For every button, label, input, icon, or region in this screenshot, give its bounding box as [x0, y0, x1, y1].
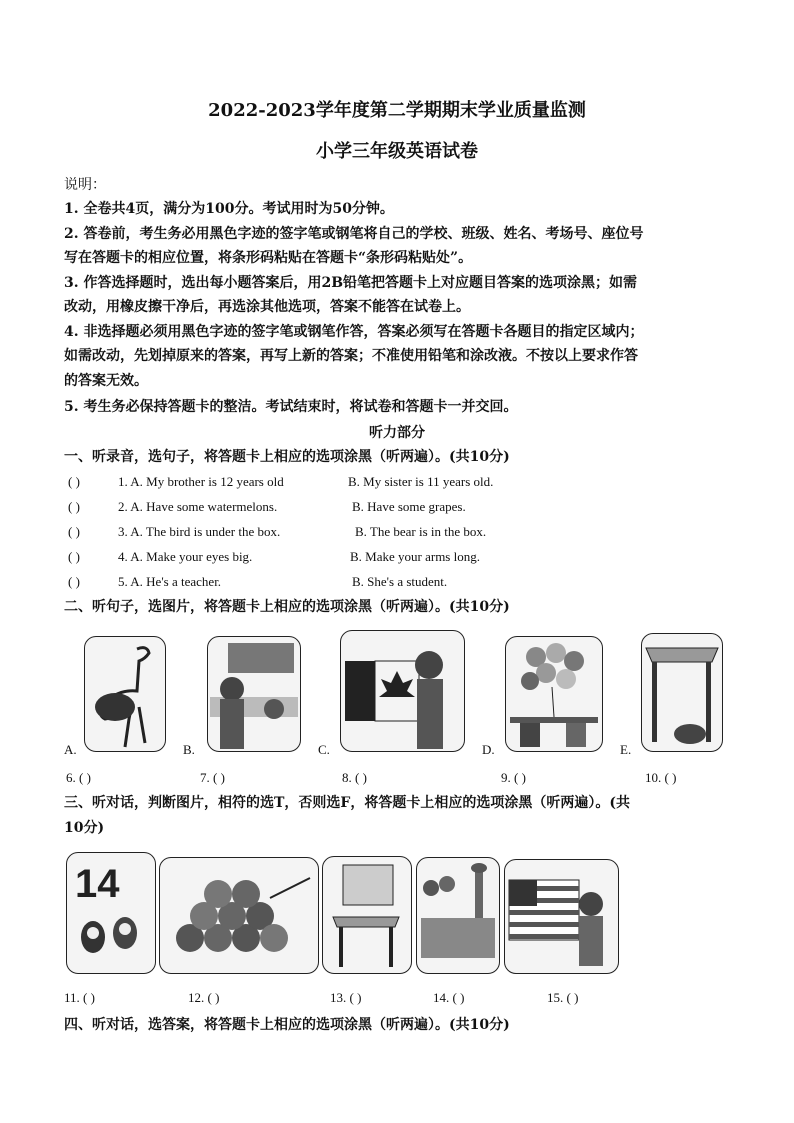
- picture-letter: C.: [318, 742, 330, 757]
- instruction-line: 5. 考生务必保持答题卡的整洁。考试结束时，将试卷和答题卡一并交回。: [64, 399, 518, 415]
- instruction-line: 写在答题卡的相应位置，将条形码粘贴在答题卡“条形码粘贴处”。: [64, 250, 473, 266]
- instruction-line: 3. 作答选择题时，选出每小题答案后，用2B铅笔把答题卡上对应题目答案的选项涂黑；如需: [64, 275, 638, 291]
- zoo-giraffe-picture: [416, 857, 500, 974]
- cap-under-desk-picture: [641, 633, 723, 752]
- option-a: 1. A. My brother is 12 years old: [118, 474, 284, 489]
- exam-title: 2022-2023学年度第二学期期末学业质量监测: [208, 100, 586, 121]
- answer-number[interactable]: 9. ( ): [501, 770, 526, 785]
- usa-flag-girl-picture: [504, 859, 619, 974]
- section3-heading: 三、听对话，判断图片，相符的选T，否则选F，将答题卡上相应的选项涂黑（听两遍）。(共: [64, 795, 630, 811]
- answer-number[interactable]: 14. ( ): [433, 990, 465, 1005]
- instructions-heading: 说明：: [64, 177, 106, 193]
- instruction-line: 改动，用橡皮擦干净后，再选涂其他选项，答案不能答在试卷上。: [64, 299, 470, 315]
- answer-number[interactable]: 10. ( ): [645, 770, 677, 785]
- instruction-line: 的答案无效。: [64, 373, 148, 389]
- listening-heading: 听力部分: [369, 425, 425, 441]
- birds-number-picture: [66, 852, 156, 974]
- picture-letter: D.: [482, 742, 495, 757]
- answer-paren[interactable]: ( ): [68, 474, 80, 489]
- picture-number-text: 14: [75, 862, 120, 906]
- picture-letter: B.: [183, 742, 195, 757]
- answer-number[interactable]: 13. ( ): [330, 990, 362, 1005]
- answer-number[interactable]: 12. ( ): [188, 990, 220, 1005]
- chair-picture: [322, 856, 412, 974]
- section3-heading-cont: 10分): [64, 820, 105, 836]
- answer-number[interactable]: 8. ( ): [342, 770, 367, 785]
- answer-number[interactable]: 11. ( ): [64, 990, 95, 1005]
- apples-picture: [159, 857, 319, 974]
- option-a: 3. A. The bird is under the box.: [118, 524, 281, 539]
- answer-number[interactable]: 7. ( ): [200, 770, 225, 785]
- option-a: 4. A. Make your eyes big.: [118, 549, 253, 564]
- option-b: B. Have some grapes.: [352, 499, 466, 514]
- option-b: B. She's a student.: [352, 574, 448, 589]
- instruction-line: 1. 全卷共4页，满分为100分。考试用时为50分钟。: [64, 201, 394, 217]
- option-a: 5. A. He's a teacher.: [118, 574, 222, 589]
- section2-heading: 二、听句子，选图片，将答题卡上相应的选项涂黑（听两遍）。(共10分): [64, 599, 510, 615]
- answer-paren[interactable]: ( ): [68, 574, 80, 589]
- answer-paren[interactable]: ( ): [68, 549, 80, 564]
- option-a: 2. A. Have some watermelons.: [118, 499, 278, 514]
- classroom-picture: [207, 636, 301, 752]
- answer-paren[interactable]: ( ): [68, 524, 80, 539]
- picture-letter: E.: [620, 742, 632, 757]
- ostrich-picture: [84, 636, 166, 752]
- exam-subtitle: 小学三年级英语试卷: [316, 141, 478, 162]
- answer-paren[interactable]: ( ): [68, 499, 80, 514]
- answer-number[interactable]: 15. ( ): [547, 990, 579, 1005]
- balloons-picture: [505, 636, 603, 752]
- section1-heading: 一、听录音，选句子，将答题卡上相应的选项涂黑（听两遍）。(共10分): [64, 449, 510, 465]
- option-b: B. The bear is in the box.: [355, 524, 487, 539]
- section4-heading: 四、听对话，选答案，将答题卡上相应的选项涂黑（听两遍）。(共10分): [64, 1017, 510, 1033]
- answer-number[interactable]: 6. ( ): [66, 770, 91, 785]
- picture-letter: A.: [64, 742, 77, 757]
- option-b: B. My sister is 11 years old.: [348, 474, 494, 489]
- option-b: B. Make your arms long.: [350, 549, 480, 564]
- instruction-line: 2. 答卷前，考生务必用黑色字迹的签字笔或钢笔将自己的学校、班级、姓名、考场号、座位号: [64, 226, 644, 242]
- canada-flag-boy-picture: [340, 630, 465, 752]
- instruction-line: 4. 非选择题必须用黑色字迹的签字笔或钢笔作答，答案必须写在答题卡各题目的指定区域内；: [64, 324, 644, 340]
- instruction-line: 如需改动，先划掉原来的答案，再写上新的答案；不准使用铅笔和涂改液。不按以上要求作答: [64, 348, 638, 364]
